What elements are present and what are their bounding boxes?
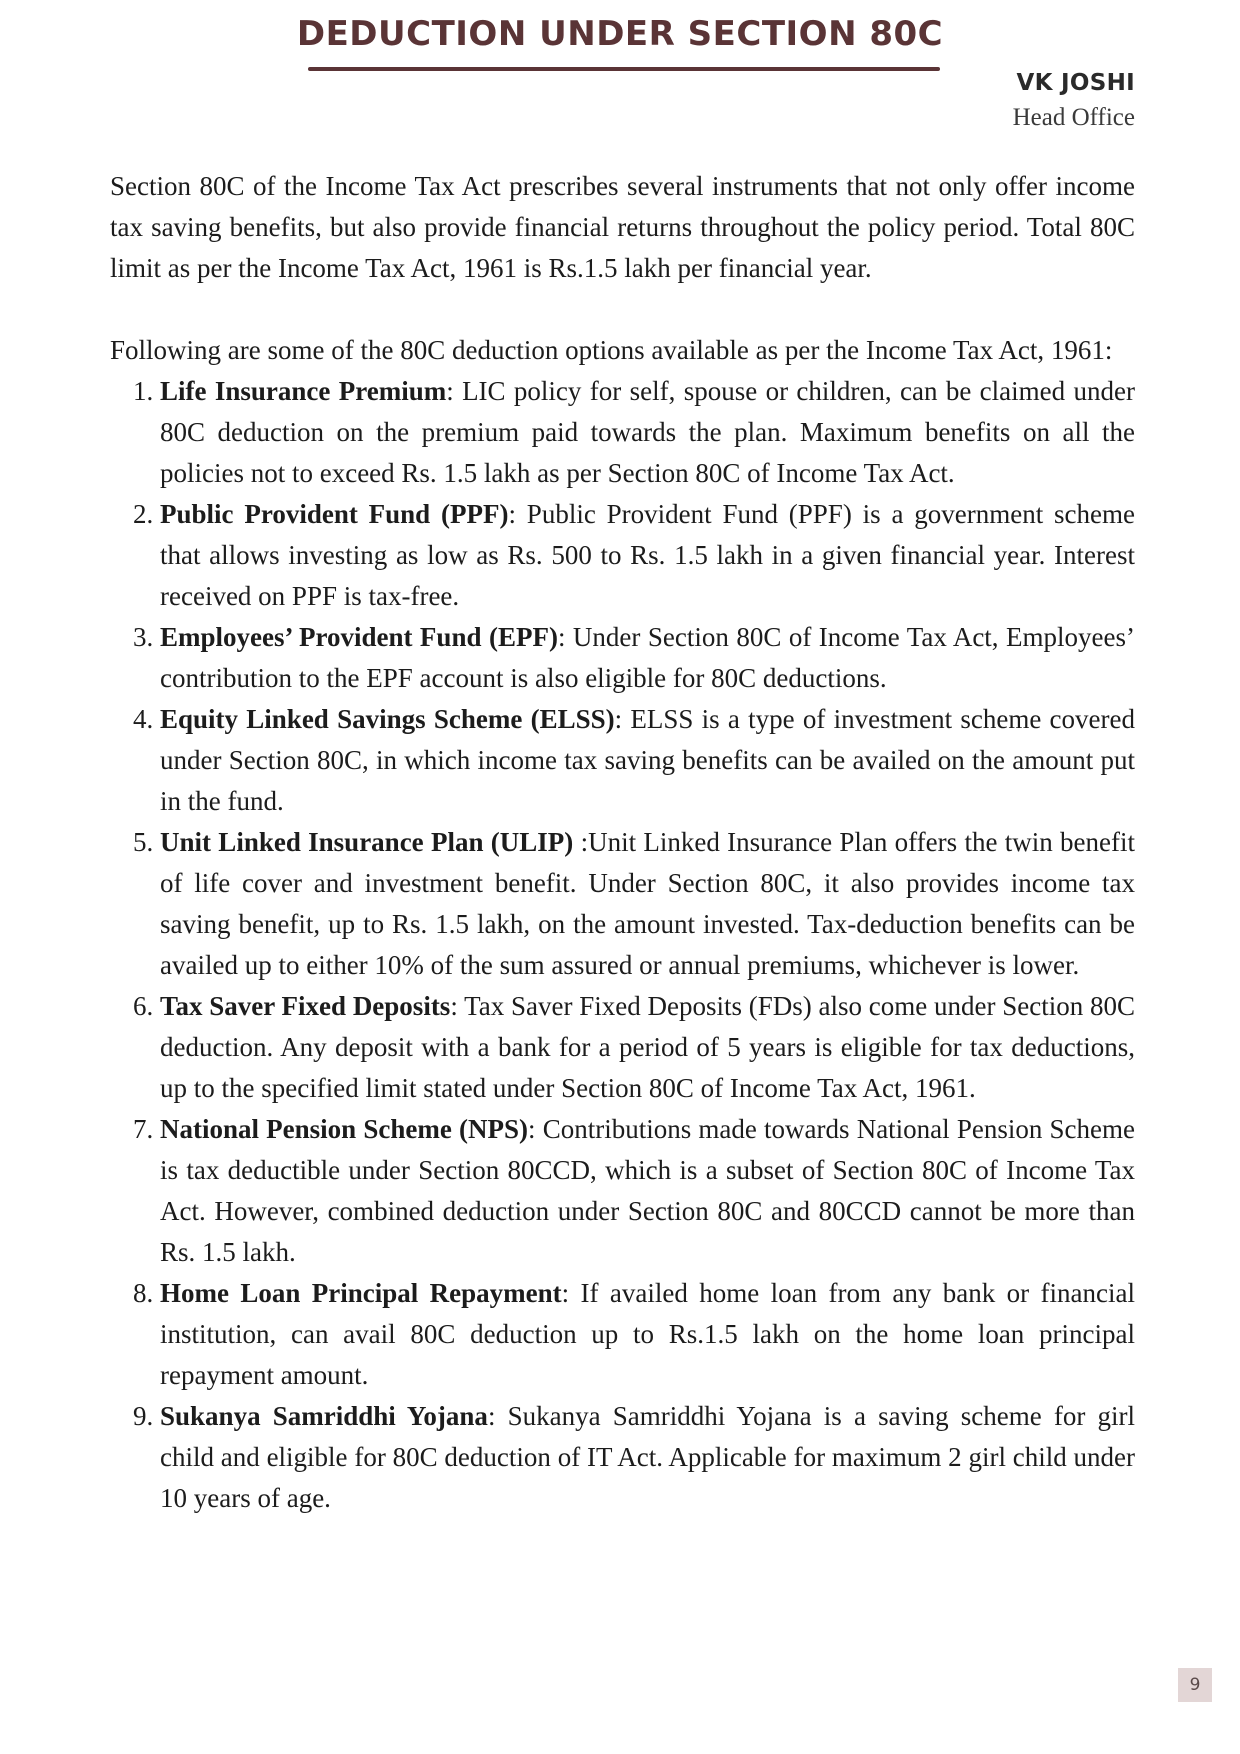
list-item-term: Life Insurance Premium [160, 376, 447, 406]
intro-paragraph: Section 80C of the Income Tax Act prescribes several instruments that not only offer income tax saving benefits, but also provide financial returns throughout the policy period. Total 80C limit as per the Income Tax Act, 1961 is Rs.1.5 lakh per financial year. [110, 171, 1135, 283]
list-item-number: 1. [133, 376, 154, 406]
list-item-term: Sukanya Samriddhi Yojana [160, 1401, 488, 1431]
list-item-text: : Under Section 80C of Income Tax Act, Employees’ contribution to the EPF account is also eligible for 80C deductions. [160, 622, 1135, 693]
deduction-options-list [110, 371, 1135, 1519]
list-item-term: Unit Linked Insurance Plan (ULIP) [160, 827, 574, 857]
list-item [110, 1109, 1135, 1273]
page-title: DEDUCTION UNDER SECTION 80C [296, 14, 944, 54]
list-item-term: Public Provident Fund (PPF) [160, 499, 509, 529]
list-item-text: : Contributions made towards National Pension Scheme is tax deductible under Section 80CCD, which is a subset of Section 80C of Income Tax Act. However, combined deduction under Section 80C and 80CCD cannot be more than Rs. 1.5 lakh. [160, 1114, 1135, 1267]
list-item-number: 9. [133, 1401, 154, 1431]
author-office: Head Office [1012, 104, 1135, 131]
document-body [110, 166, 1135, 1519]
list-item-text: : Sukanya Samriddhi Yojana is a saving scheme for girl child and eligible for 80C deduction of IT Act. Applicable for maximum 2 girl child under 10 years of age. [160, 1401, 1135, 1513]
list-item-term: Equity Linked Savings Scheme (ELSS) [160, 704, 615, 734]
list-item [110, 699, 1135, 822]
list-item [110, 494, 1135, 617]
list-item [110, 617, 1135, 699]
list-item [110, 371, 1135, 494]
list-item [110, 1396, 1135, 1519]
list-item-number: 5. [133, 827, 154, 857]
list-item-text: : If availed home loan from any bank or financial institution, can avail 80C deduction up to Rs.1.5 lakh on the home loan principal repayment amount. [160, 1278, 1135, 1390]
paragraph-spacer [110, 289, 1135, 330]
page-number-badge: 9 [1178, 1668, 1212, 1702]
list-item-text: : ELSS is a type of investment scheme covered under Section 80C, in which income tax saving benefits can be availed on the amount put in the fund. [160, 704, 1135, 816]
list-item-number: 2. [133, 499, 154, 529]
list-item-text: :Unit Linked Insurance Plan offers the twin benefit of life cover and investment benefit. Under Section 80C, it also provides income tax saving benefit, up to Rs. 1.5 lakh, on the amount invested. Tax-deduction benefits can be availed up to either 10% of the sum assured or annual premiums, whichever is lower. [160, 827, 1135, 980]
list-item-text: : LIC policy for self, spouse or children, can be claimed under 80C deduction on the premium paid towards the plan. Maximum benefits on all the policies not to exceed Rs. 1.5 lakh as per Section 80C of Income Tax Act. [160, 376, 1135, 488]
title-underline [308, 67, 940, 71]
list-item-number: 8. [133, 1278, 154, 1308]
list-item-text: : Public Provident Fund (PPF) is a government scheme that allows investing as low as Rs. 500 to Rs. 1.5 lakh in a given financial year. Interest received on PPF is tax-free. [160, 499, 1136, 611]
list-item-number: 6. [133, 991, 154, 1021]
list-item [110, 986, 1135, 1109]
list-item-term: Tax Saver Fixed Deposits [160, 991, 451, 1021]
list-item [110, 822, 1135, 986]
list-item-term: National Pension Scheme (NPS) [160, 1114, 529, 1144]
list-item-number: 3. [133, 622, 154, 652]
list-item-number: 7. [133, 1114, 154, 1144]
list-item-text: : Tax Saver Fixed Deposits (FDs) also come under Section 80C deduction. Any deposit with a bank for a period of 5 years is eligible for tax deductions, up to the specified limit stated under Section 80C of Income Tax Act, 1961. [160, 991, 1135, 1103]
list-item-term: Employees’ Provident Fund (EPF) [160, 622, 558, 652]
author-name: VK JOSHI [1016, 70, 1135, 96]
list-intro-paragraph: Following are some of the 80C deduction options available as per the Income Tax Act, 1961: [110, 335, 1113, 365]
list-item-term: Home Loan Principal Repayment [160, 1278, 562, 1308]
list-item [110, 1273, 1135, 1396]
list-item-number: 4. [133, 704, 154, 734]
